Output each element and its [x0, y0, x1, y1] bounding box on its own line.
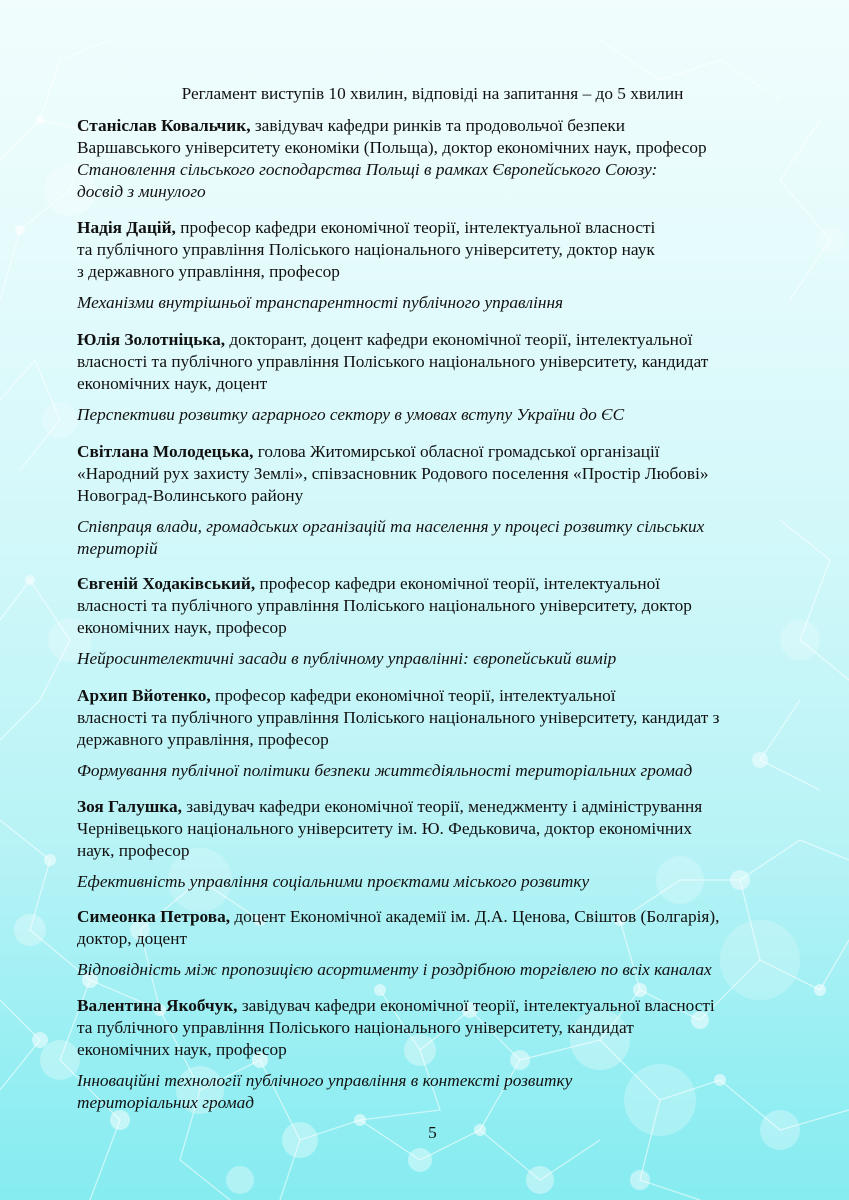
- talk-topic: Ефективність управління соціальними проєктами міського розвитку: [77, 872, 590, 891]
- speaker-entry: [77, 796, 789, 893]
- speaker-affiliation: Чернівецького національного університету ім. Ю. Федьковича, доктор економічних: [77, 819, 693, 838]
- speaker-name: Зоя Галушка,: [77, 797, 182, 816]
- talk-topic: Формування публічної політики безпеки життєдіяльності територіальних громад: [77, 761, 693, 780]
- speaker-affiliation: професор кафедри економічної теорії, інтелектуальної: [255, 574, 661, 593]
- talk-topic: Становлення сільського господарства Польщі в рамках Європейського Союзу:: [77, 160, 658, 179]
- speaker-name: Архип Вйотенко,: [77, 686, 211, 705]
- talk-topic: Інноваційні технології публічного управління в контексті розвитку: [77, 1071, 573, 1090]
- speaker-affiliation: завідувач кафедри економічної теорії, менеджменту і адміністрування: [181, 797, 703, 816]
- speaker-affiliation: наук, професор: [77, 841, 190, 860]
- speaker-name: Валентина Якобчук,: [77, 996, 238, 1015]
- speaker-affiliation: професор кафедри економічної теорії, інтелектуальної власності: [175, 218, 656, 237]
- speaker-name: Світлана Молодецька,: [77, 442, 254, 461]
- talk-topic: Механізми внутрішньої транспарентності публічного управління: [77, 293, 564, 312]
- speaker-entry: [77, 573, 789, 670]
- speaker-affiliation: власності та публічного управління Поліського національного університету, доктор: [77, 596, 692, 615]
- speaker-name: Надія Дацій,: [77, 218, 176, 237]
- speaker-entry: [77, 217, 789, 314]
- speaker-affiliation: завідувач кафедри ринків та продовольчої безпеки: [250, 116, 626, 135]
- speaker-entry: [77, 329, 789, 426]
- talk-topic: досвід з минулого: [77, 182, 206, 201]
- talk-topic: Нейросинтелектичні засади в публічному управлінні: європейський вимір: [77, 649, 617, 668]
- speaker-affiliation: державного управління, професор: [77, 730, 329, 749]
- speaker-entry: [77, 115, 789, 203]
- speaker-affiliation: голова Житомирської обласної громадської організації: [253, 442, 660, 461]
- speaker-affiliation: «Народний рух захисту Землі», співзасновник Родового поселення «Простір Любові»: [77, 464, 709, 483]
- speaker-name: Юлія Золотніцька,: [77, 330, 226, 349]
- speaker-affiliation: професор кафедри економічної теорії, інтелектуальної: [210, 686, 616, 705]
- speaker-entry: [77, 906, 789, 981]
- talk-topic: територій: [77, 539, 158, 558]
- speaker-affiliation: економічних наук, професор: [77, 618, 287, 637]
- speaker-entry: [77, 685, 789, 782]
- talk-topic: територіальних громад: [77, 1093, 255, 1112]
- speaker-entry: [77, 995, 789, 1114]
- speaker-affiliation: власності та публічного управління Поліського національного університету, кандидат: [77, 352, 709, 371]
- talk-topic: Відповідність між пропозицією асортименту і роздрібною торгівлею по всіх каналах: [77, 960, 712, 979]
- speaker-affiliation: з державного управління, професор: [77, 262, 340, 281]
- speaker-affiliation: власності та публічного управління Поліського національного університету, кандидат з: [77, 708, 720, 727]
- talk-topic: Перспективи розвитку аграрного сектору в умовах вступу України до ЄС: [77, 405, 625, 424]
- speaker-name: Станіслав Ковальчик,: [77, 116, 251, 135]
- speaker-affiliation: доцент Економічної академії ім. Д.А. Ценова, Свіштов (Болгарія),: [230, 907, 720, 926]
- speaker-affiliation: економічних наук, професор: [77, 1040, 287, 1059]
- speaker-affiliation: докторант, доцент кафедри економічної теорії, інтелектуальної: [225, 330, 693, 349]
- speaker-affiliation: Новоград-Волинського району: [77, 486, 304, 505]
- speaker-name: Симеонка Петрова,: [77, 907, 231, 926]
- speaker-affiliation: Варшавського університету економіки (Польща), доктор економічних наук, професор: [77, 138, 707, 157]
- speaker-affiliation: завідувач кафедри економічної теорії, інтелектуальної власності: [237, 996, 715, 1015]
- speaker-affiliation: доктор, доцент: [77, 929, 187, 948]
- speaker-affiliation: та публічного управління Поліського національного університету, доктор наук: [77, 240, 655, 259]
- page-number: 5: [428, 1123, 437, 1142]
- speaker-affiliation: та публічного управління Поліського національного університету, кандидат: [77, 1018, 634, 1037]
- regulation-note: Регламент виступів 10 хвилин, відповіді на запитання – до 5 хвилин: [181, 84, 684, 103]
- speaker-affiliation: економічних наук, доцент: [77, 374, 268, 393]
- talk-topic: Співпраця влади, громадських організацій та населення у процесі розвитку сільських: [77, 517, 705, 536]
- speaker-entry: [77, 441, 789, 560]
- speaker-name: Євгеній Ходаківський,: [77, 574, 256, 593]
